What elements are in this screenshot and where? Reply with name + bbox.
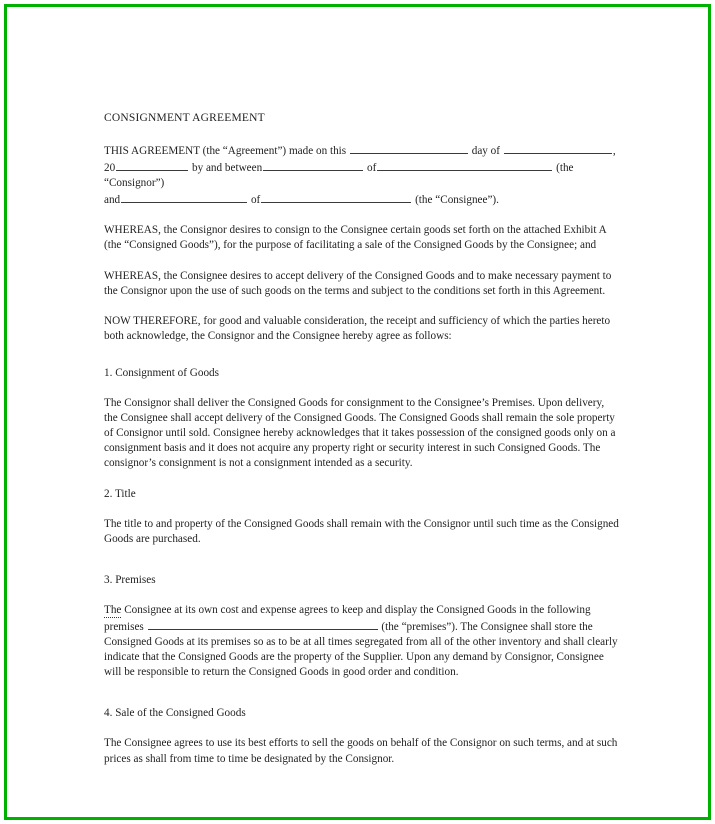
intro-line1-a: THIS AGREEMENT (the “Agreement”) made on this [104,145,347,157]
intro-paragraph [104,142,619,208]
image-border-frame [4,4,711,820]
blank-month-line [504,142,612,154]
blank-premises-address [148,618,378,630]
intro-line2-d: (the “Consignor”) [104,162,574,190]
recital-whereas-2: WHEREAS, the Consignee desires to accept delivery of the Consigned Goods and to make necessary payment to the Consignor upon the use of such goods on the terms and subject to the conditions set forth in this Agreement. [104,269,612,297]
section-body-1: The Consignor shall deliver the Consigned Goods for consignment to the Consignee’s Premises. Upon delivery, the Consignee shall accept delivery of the Consigned Goods. The Consigned Goods shall remain the sole property of Consignor until sold. Consignee hereby acknowledges that it takes possession of the consigned goods only on a consignment basis and it does not acquire any property right or security interest in such Consigned Goods. The consignor’s consignment is not a consignment intended as a security. [104,397,616,470]
section-heading-1: 1. Consignment of Goods [104,366,219,379]
recital-now-therefore: NOW THEREFORE, for good and valuable consideration, the receipt and sufficiency of which the parties hereto both acknowledge, the Consignor and the Consignee hereby agree as follows: [104,314,611,342]
intro-line3-c: (the “Consignee”). [415,194,499,207]
section-body-3 [104,603,619,680]
blank-day-line [350,142,468,154]
blank-consignee-address [261,191,411,203]
document-body [104,112,619,782]
document-title: CONSIGNMENT AGREEMENT [104,112,265,124]
blank-consignee-name [121,191,247,203]
intro-line2-b: by and between [191,162,263,175]
intro-line1-c: , [612,145,616,157]
section-3-misspelled-word: The [104,603,122,616]
section-heading-2: 2. Title [104,487,136,500]
section-heading-3: 3. Premises [104,573,156,586]
section-3-body-b: Consignee at its own cost and expense agrees to keep and display the Consigned Goods in the following premises [104,603,591,633]
document-page [7,7,708,817]
section-heading-4: 4. Sale of the Consigned Goods [104,707,246,720]
intro-line1-b: day of [471,145,501,157]
section-3-body-c: (the “premises”). The Consignee shall store the Consigned Goods at its premises so as to be at all times segregated from all of the other inventory and shall clearly indicate that the Consigned Goods are the property of the Supplier. Upon any demand by Consignor, Consignee will be responsible to return the Consigned Goods in good order and condition. [104,620,618,679]
intro-line2-c: of [367,162,377,175]
recital-whereas-1: WHEREAS, the Consignor desires to consign to the Consignee certain goods set forth on the attached Exhibit A (the “Consigned Goods”), for the purpose of facilitating a sale of the Consigned Goods by the Consignee; and [104,224,607,252]
section-body-2: The title to and property of the Consigned Goods shall remain with the Consignor until such time as the Consigned Goods are purchased. [104,517,619,545]
intro-line3-a: and [104,194,121,207]
section-body-4: The Consignee agrees to use its best efforts to sell the goods on behalf of the Consignor on such terms, and at such prices as shall from time to time be designated by the Consignor. [104,737,618,765]
intro-line3-b: of [250,194,261,207]
blank-year-line [116,159,188,171]
intro-line2-a: 20 [104,162,116,175]
blank-consignor-name [263,159,363,171]
blank-consignor-address [377,159,552,171]
